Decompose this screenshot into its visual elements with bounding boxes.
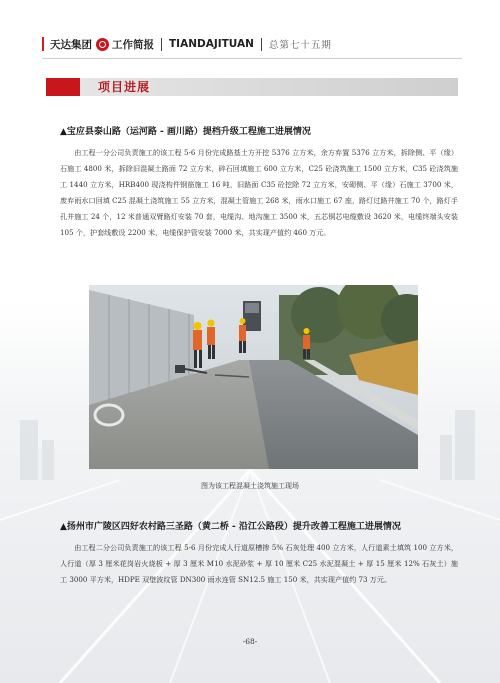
- construction-site-photo: [89, 285, 418, 469]
- issue-number: 总第七十五期: [268, 40, 332, 51]
- article-1-paragraph: 由工程一分公司负责施工的该工程 5-6 月份完成路基土方开挖 5376 立方米，余方弃置 5376 立方米，拆除侧、平（缘）石施工 4800 米，拆除旧混凝土路面 72 立方米，碎石回填施工 600 立方米，C25 砼浇筑施工 1500 立方米，C35 砼浇筑施工 1440 立方米，HRB400 现浇构件钢筋施工 16 吨，旧路面 C35 砼挖除 72 立方米，安砌侧、平（缘）石施工 3700 米，废弃雨水口回填 C25 混凝土浇筑施工 55 立方米，混凝土管施工 268 米，雨水口施工 67 座，路灯过路井施工 70 个，路灯手孔井施工 24 个，12 米普通双臂路灯安装 70 套，电缆沟、地沟施工 3500 米，五芯铜芯电缆敷设 3620 米，电缆终端头安装 105 个，护套线敷设 2200 米，电缆保护管安装 7000 米，共实现产值约 460 万元。: [60, 148, 458, 237]
- bulletin-name: 工作简报: [112, 38, 154, 51]
- article-1-body: [60, 145, 458, 241]
- page-header: [42, 33, 462, 55]
- photo-caption: 图为该工程混凝土浇筑施工现场: [201, 482, 299, 490]
- header-accent-bar: [42, 37, 44, 51]
- header-separator: [161, 38, 162, 51]
- brand-english: TIANDAJITUAN: [169, 38, 254, 50]
- company-logo-icon: [96, 38, 109, 51]
- article-1-heading: ▲宝应县泰山路（运河路 - 画川路）提档升级工程施工进展情况: [60, 127, 311, 137]
- section-title-bar: [46, 78, 458, 96]
- article-2-heading: ▲扬州市广陵区四好农村路三圣路（黄二桥 - 沿江公路段）提升改善工程施工进展情况: [60, 522, 401, 532]
- page-number: -68-: [242, 637, 258, 646]
- section-accent-block: [46, 78, 80, 96]
- company-name: 天达集团: [50, 38, 92, 51]
- header-separator: [261, 38, 262, 51]
- section-title: 项目进展: [98, 80, 151, 94]
- article-2-body: [60, 540, 458, 588]
- header-divider: [42, 58, 462, 59]
- article-2-paragraph: 由工程二分公司负责施工的该工程 5-6 月份完成人行道原槽掺 5% 石灰处理 400 立方米，人行道素土填筑 100 立方米，人行道（厚 3 厘米花岗岩火烧板 + 厚 3 厘米 M10 水泥砂浆 + 厚 10 厘米 C25 水泥混凝土 + 厚 15 厘米 12% 石灰土）施工 3000 平方米，HDPE 双壁波纹管 DN300 雨水连管 SN12.5 施工 150 米，共实现产值约 73 万元。: [60, 543, 458, 584]
